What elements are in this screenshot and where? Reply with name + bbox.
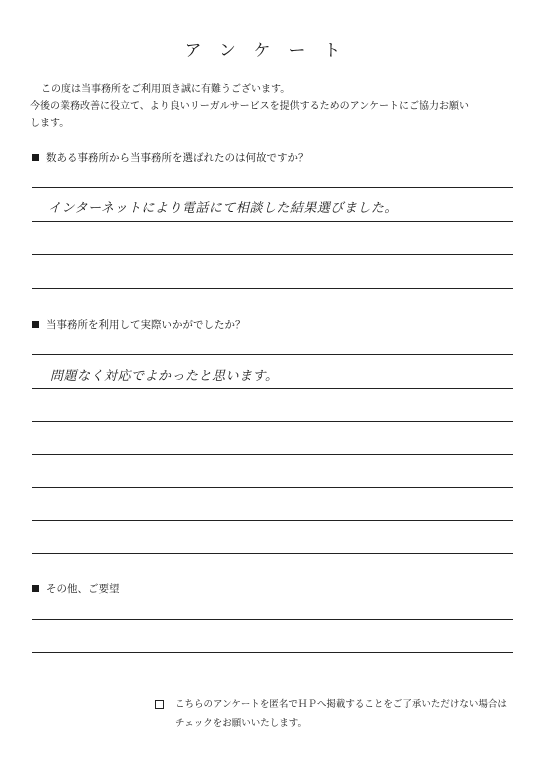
intro-line-2: 今後の業務改善に役立て、より良いリーガルサービスを提供するためのアンケートにご協力お願い [30,101,469,112]
intro-line-3: します。 [30,118,70,129]
intro-text [30,81,520,132]
consent-note [155,695,525,733]
question-3-label: その他、ご要望 [46,583,120,595]
question-1 [32,150,309,165]
square-bullet-icon [32,154,39,161]
answer-line [32,520,513,521]
answer-line [32,254,513,255]
square-bullet-icon [32,585,39,592]
survey-title: アンケート [184,41,359,61]
intro-line-1: この度は当事務所をご利用頂き誠に有難うございます。 [41,84,291,95]
question-3 [32,581,120,596]
question-2 [32,317,246,332]
consent-checkbox[interactable] [155,700,164,709]
answer-line [32,354,513,355]
question-1-answer[interactable]: インターネットにより電話にて相談した結果選びました。 [48,201,398,216]
answer-line[interactable] [32,619,513,620]
answer-line[interactable] [32,652,513,653]
answer-line [32,288,513,289]
consent-line-1: こちらのアンケートを匿名でＨＰへ掲載することをご了承いただけない場合は [175,699,507,710]
answer-line [32,221,513,222]
square-bullet-icon [32,321,39,328]
question-2-label: 当事務所を利用して実際いかがでしたか？ [46,319,246,331]
question-1-label: 数ある事務所から当事務所を選ばれたのは何故ですか？ [46,152,309,164]
answer-line [32,421,513,422]
answer-line [32,388,513,389]
consent-line-2: チェックをお願いいたします。 [175,718,307,729]
answer-line [32,553,513,554]
answer-line [32,187,513,188]
question-2-answer[interactable]: 問題なく対応でよかったと思います。 [50,369,279,384]
answer-line [32,487,513,488]
answer-line [32,454,513,455]
